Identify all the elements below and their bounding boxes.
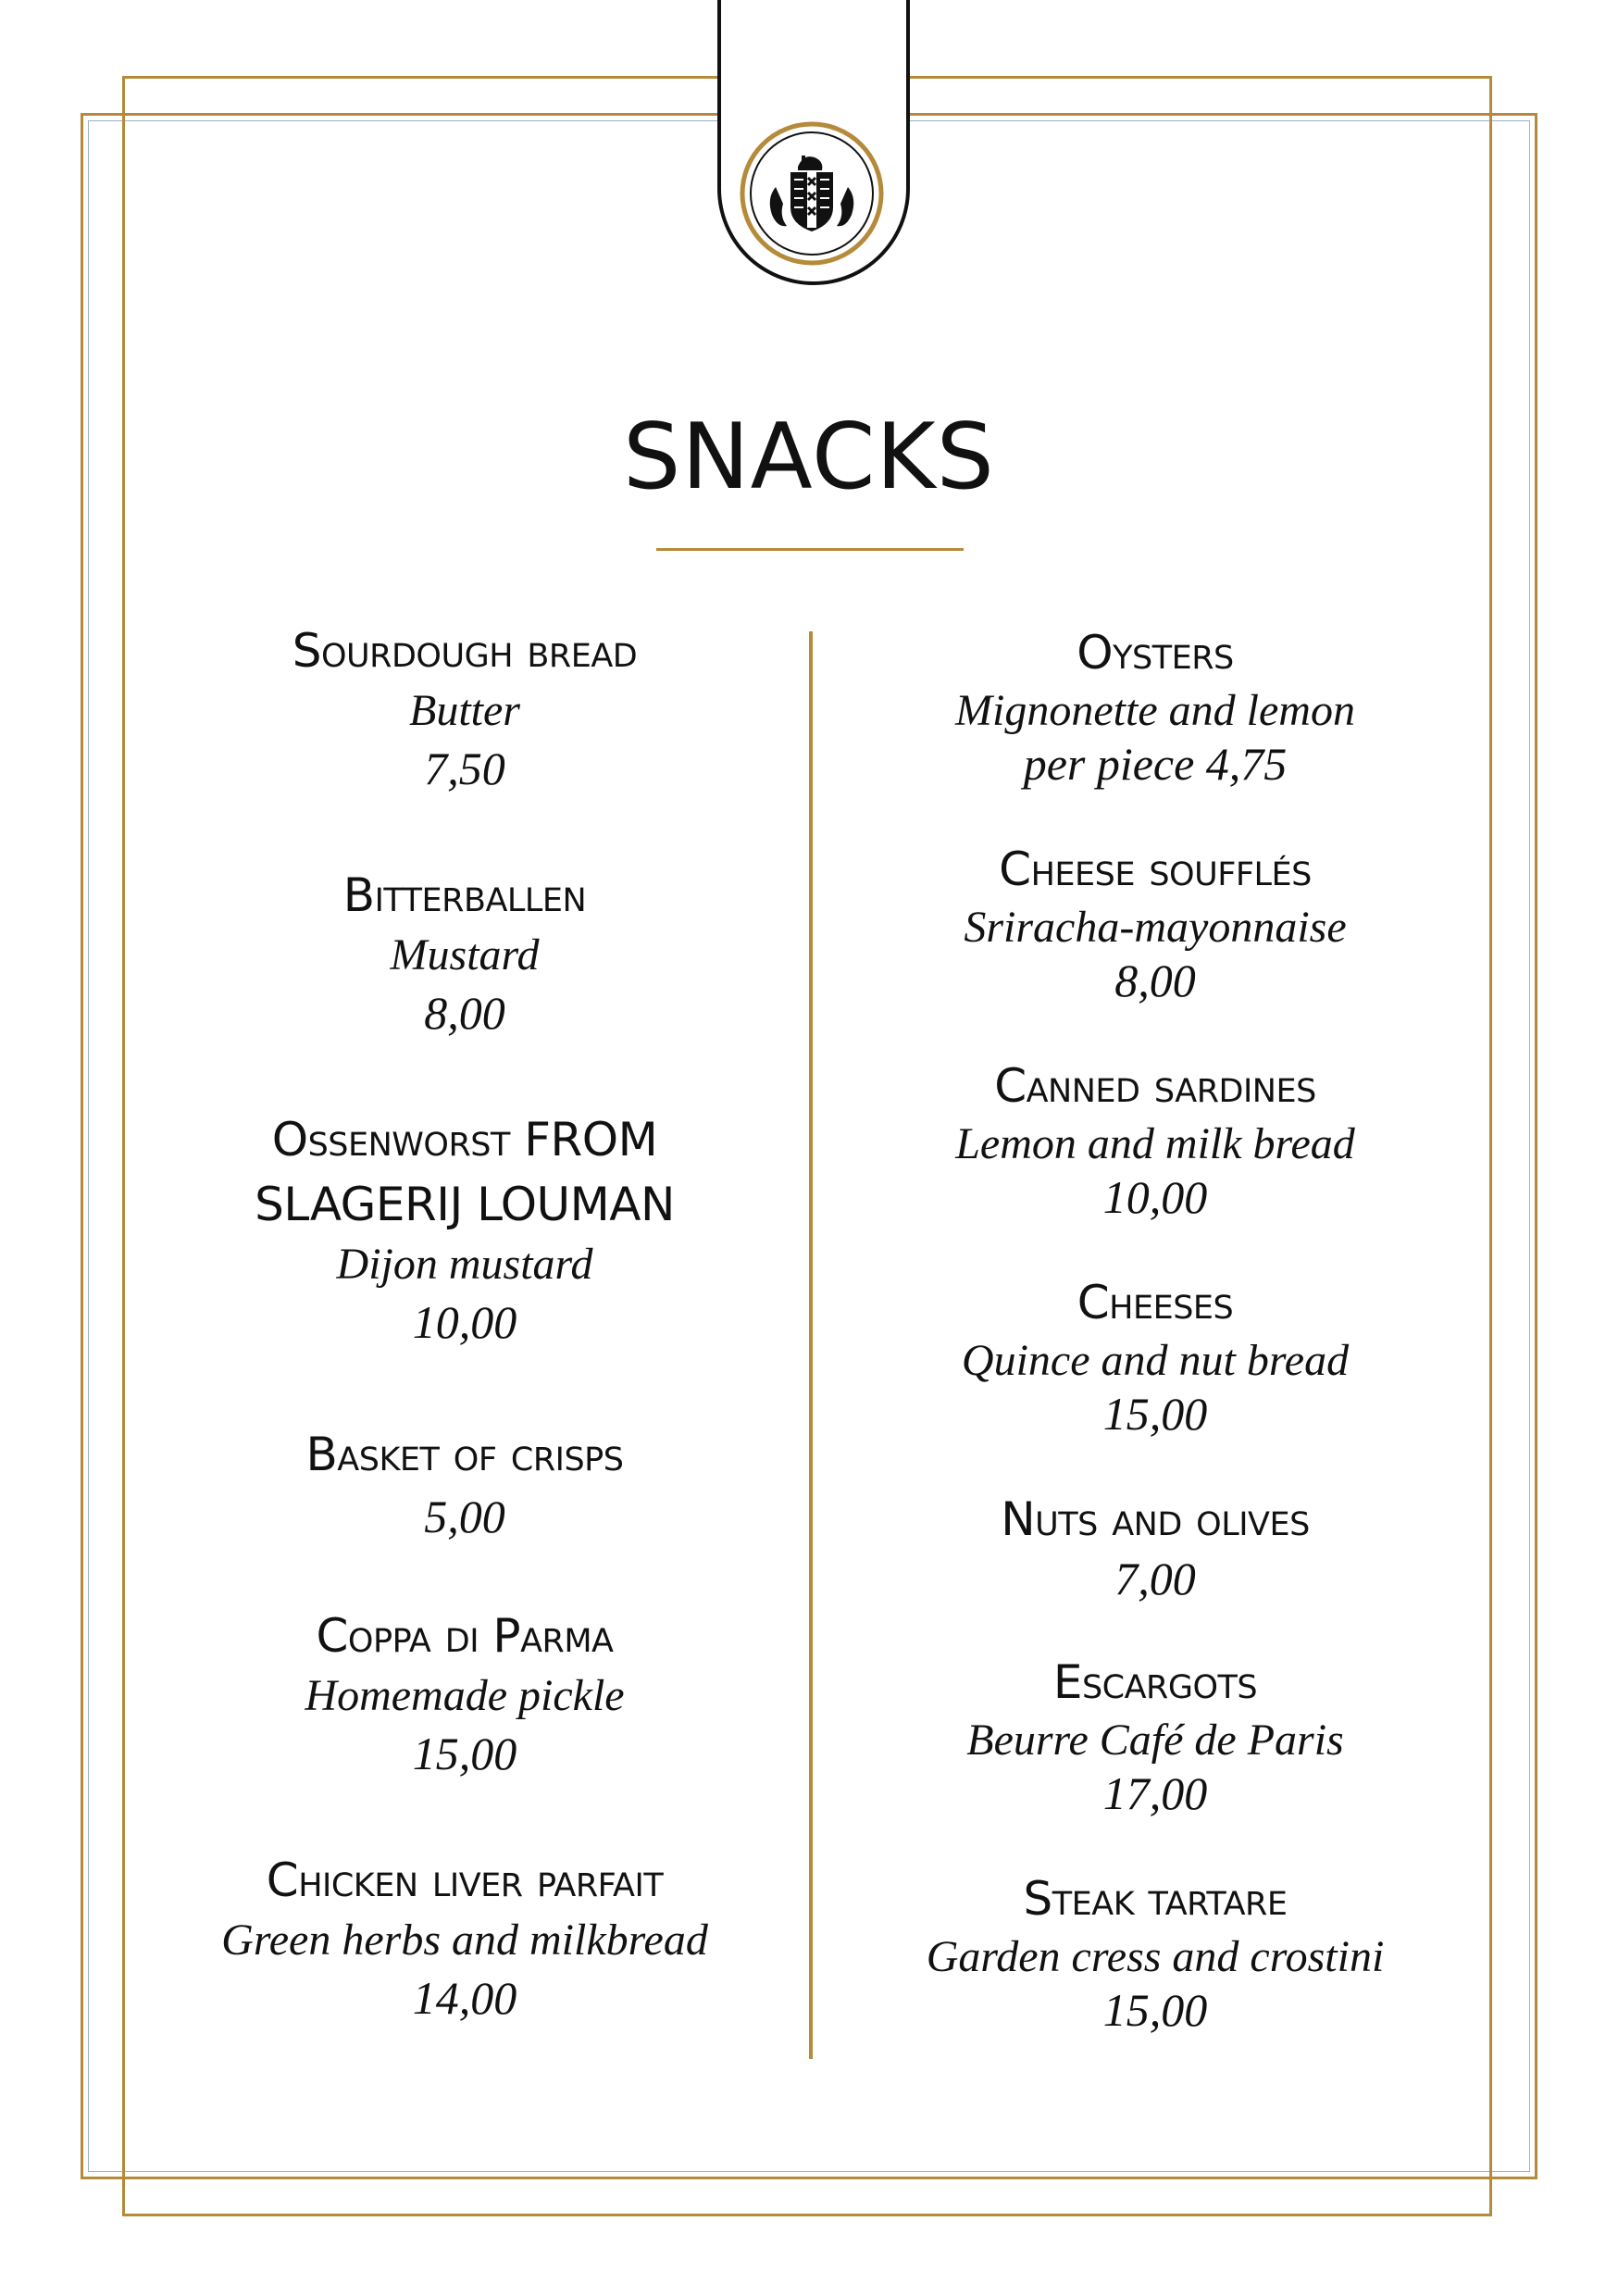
menu-item xyxy=(868,1487,1442,1605)
item-name: Cheese soufflés xyxy=(999,842,1312,896)
item-description: Beurre Café de Paris xyxy=(966,1716,1344,1765)
menu-item xyxy=(868,1270,1442,1441)
item-name: Canned sardines xyxy=(994,1059,1316,1113)
item-description: Dijon mustard xyxy=(336,1240,593,1289)
menu-item xyxy=(196,1422,733,1546)
column-divider xyxy=(809,631,813,2059)
item-description: Mustard xyxy=(390,930,540,980)
item-description: Quince and nut bread xyxy=(961,1336,1350,1385)
item-description: Lemon and milk bread xyxy=(955,1119,1355,1168)
item-description: Green herbs and milkbread xyxy=(221,1915,708,1965)
item-name: Basket of crisps xyxy=(305,1428,624,1481)
item-name: Coppa di Parma xyxy=(316,1609,614,1663)
item-name: Chicken liver parfait xyxy=(266,1853,664,1907)
item-name: Oysters xyxy=(1077,626,1234,680)
title-underline xyxy=(656,548,964,551)
menu-item xyxy=(868,1054,1442,1224)
menu-item xyxy=(196,1603,733,1783)
menu-item xyxy=(196,618,733,798)
item-price: 5,00 xyxy=(424,1491,505,1542)
item-name: Bitterballen xyxy=(342,868,587,922)
item-price: 15,00 xyxy=(1102,1984,1208,2036)
item-name: Sourdough bread xyxy=(292,624,638,678)
item-price: per piece 4,75 xyxy=(1023,738,1288,790)
menu-item xyxy=(868,620,1442,791)
item-description: Butter xyxy=(409,686,520,735)
item-name: Cheeses xyxy=(1077,1276,1234,1329)
item-price: 7,50 xyxy=(424,742,505,794)
item-description: Mignonette and lemon xyxy=(955,686,1355,735)
item-description: Sriracha-mayonnaise xyxy=(964,903,1347,952)
item-price: 15,00 xyxy=(1102,1388,1208,1440)
item-price: 7,00 xyxy=(1114,1553,1196,1604)
item-name: Nuts and olives xyxy=(1001,1492,1310,1546)
page-title: SNACKS xyxy=(623,405,995,510)
item-price: 14,00 xyxy=(412,1972,517,2024)
menu-item xyxy=(196,863,733,1042)
item-name: Steak tartare xyxy=(1023,1872,1288,1926)
item-description: Garden cress and crostini xyxy=(926,1932,1385,1981)
item-name: Escargots xyxy=(1052,1655,1258,1709)
item-name-line-1: Ossenworst FROM xyxy=(271,1113,658,1167)
item-name-line-2: SLAGERIJ LOUMAN xyxy=(255,1178,675,1231)
item-price: 15,00 xyxy=(412,1728,517,1779)
menu-item xyxy=(196,1107,733,1352)
amsterdam-coat-of-arms-icon xyxy=(739,120,885,267)
menu-item xyxy=(196,1848,733,2028)
item-price: 10,00 xyxy=(1102,1171,1208,1223)
menu-item xyxy=(868,1866,1442,2037)
item-description: Homemade pickle xyxy=(305,1671,625,1720)
item-price: 17,00 xyxy=(1102,1767,1208,1819)
item-price: 8,00 xyxy=(424,987,505,1039)
menu-item xyxy=(868,1650,1442,1820)
item-price: 8,00 xyxy=(1114,955,1196,1006)
item-price: 10,00 xyxy=(412,1296,517,1348)
menu-item xyxy=(868,837,1442,1007)
